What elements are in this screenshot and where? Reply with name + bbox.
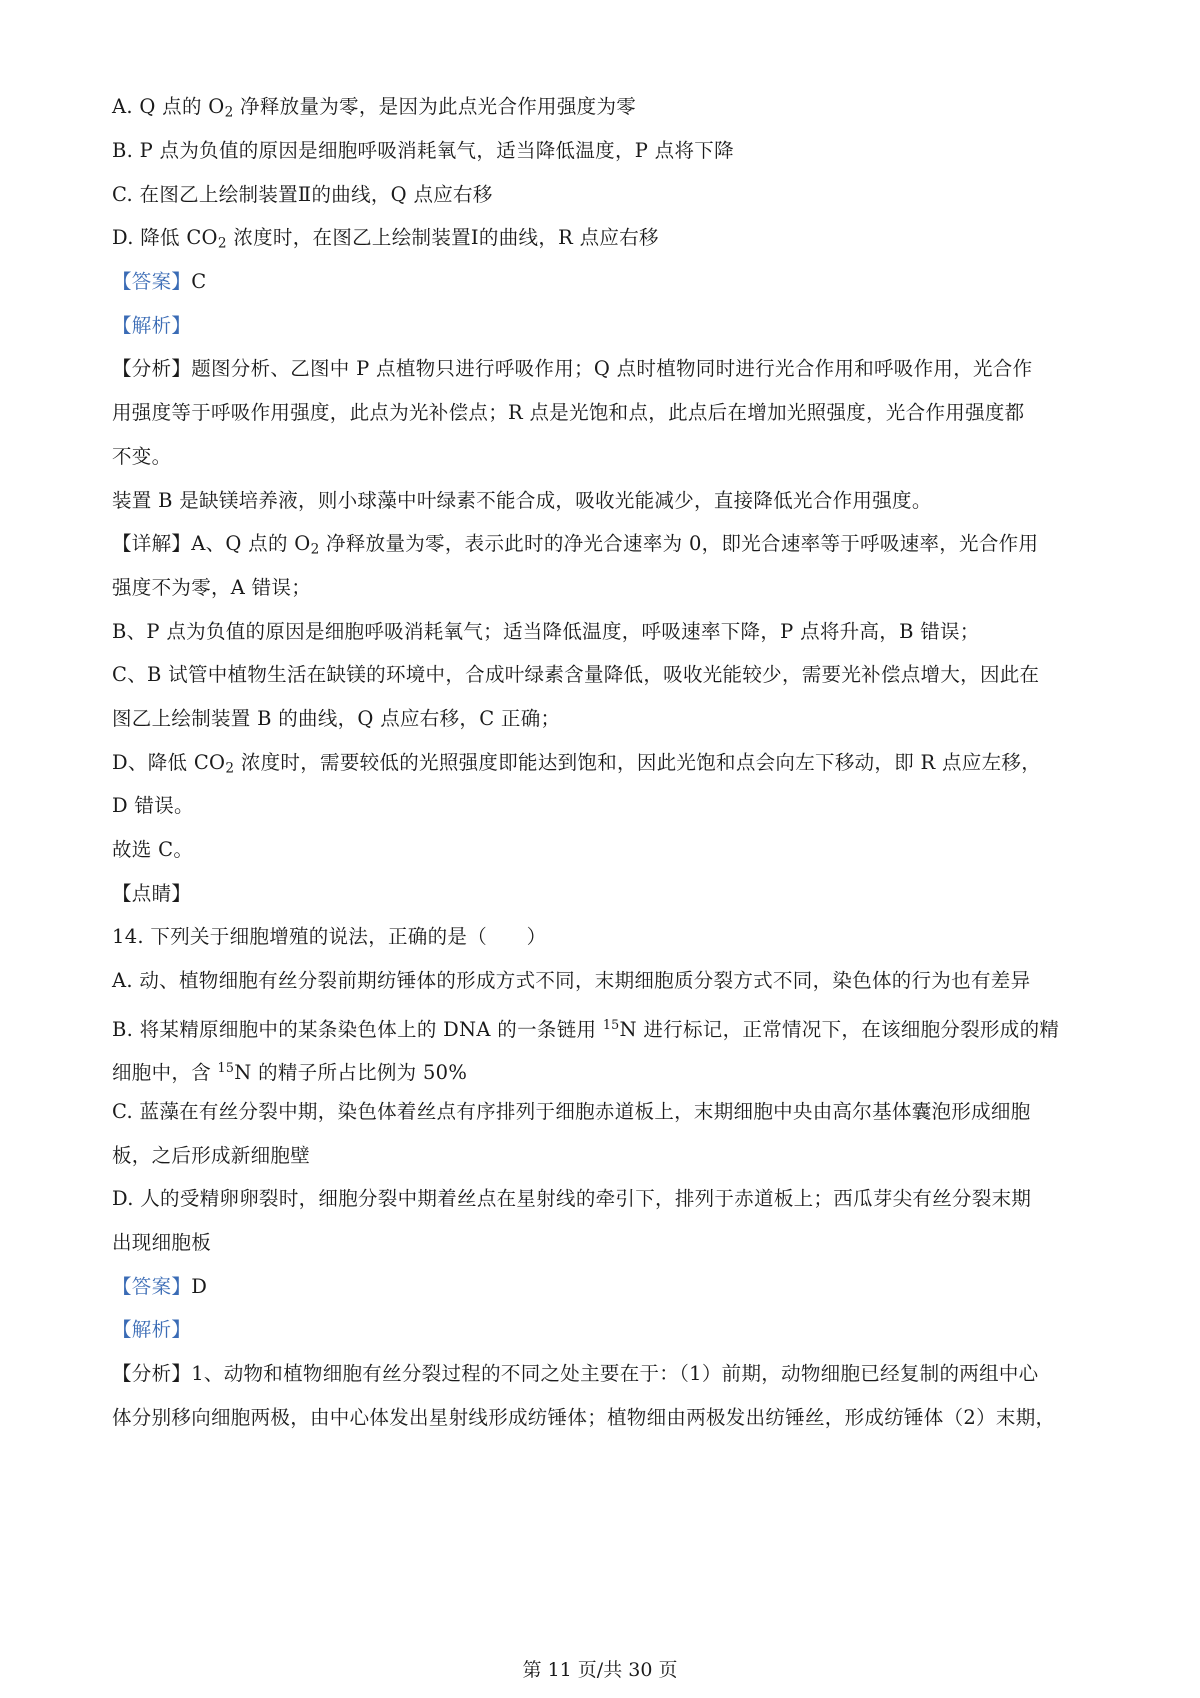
subscript: 2 xyxy=(310,541,320,558)
q14-option-b xyxy=(112,1011,1097,1044)
xiangjie-line: D 错误。 xyxy=(112,794,194,817)
fenxi-tag: 【分析】 xyxy=(112,1362,192,1385)
xiangjie-line: C、B 试管中植物生活在缺镁的环境中，合成叶绿素含量降低，吸收光能较少，需要光补偿点增大，因此在 xyxy=(112,663,1040,686)
answer-line xyxy=(112,268,1097,296)
xiangjie-line xyxy=(112,749,1097,782)
option-a-text: A. Q 点的 O xyxy=(112,95,225,118)
option-c: C. 在图乙上绘制装置Ⅱ的曲线，Q 点应右移 xyxy=(112,183,493,206)
q14-option-c: C. 蓝藻在有丝分裂中期，染色体着丝点有序排列于细胞赤道板上，末期细胞中央由高尔基体囊泡形成细胞 xyxy=(112,1100,1031,1123)
option-d-text: D. 降低 CO xyxy=(112,226,218,249)
answer-tag: 【答案】 xyxy=(112,270,192,293)
xiangjie-line: B、P 点为负值的原因是细胞呼吸消耗氧气；适当降低温度，呼吸速率下降，P 点将升高，B 错误； xyxy=(112,620,980,643)
answer-value: D xyxy=(191,1275,208,1298)
xiangjie-line xyxy=(112,530,1097,563)
q14-option-c-cont: 板，之后形成新细胞壁 xyxy=(112,1144,311,1167)
fenxi-paragraph-line xyxy=(112,355,1097,383)
subscript: 2 xyxy=(217,235,227,252)
q14-answer-line xyxy=(112,1273,1097,1301)
xiangjie-text: A、Q 点的 O xyxy=(191,532,311,555)
q14-option-b-text-rest: N 进行标记，正常情况下，在该细胞分裂形成的精 xyxy=(619,1017,1060,1041)
fenxi-text: 1、动物和植物细胞有丝分裂过程的不同之处主要在于：（1）前期，动物细胞已经复制的两组中心 xyxy=(191,1362,1039,1385)
option-a xyxy=(112,93,1097,126)
answer-value: C xyxy=(191,270,207,293)
fenxi-paragraph-line: 不变。 xyxy=(112,445,172,468)
analysis-heading xyxy=(112,312,1097,340)
q14-fenxi-line: 体分别移向细胞两极，由中心体发出星射线形成纺锤体；植物细由两极发出纺锤丝，形成纺锤体（2）末期， xyxy=(112,1406,1056,1429)
fenxi-text: 题图分析、乙图中 P 点植物只进行呼吸作用；Q 点时植物同时进行光合作用和呼吸作用，光合作 xyxy=(191,357,1033,380)
xiangjie-text-rest: 净释放量为零，表示此时的净光合速率为 0，即光合速率等于呼吸速率，光合作用 xyxy=(319,532,1039,555)
analysis-tag: 【解析】 xyxy=(112,1318,192,1341)
subscript: 2 xyxy=(225,760,235,777)
option-a-text-rest: 净释放量为零，是因为此点光合作用强度为零 xyxy=(233,95,637,118)
analysis-tag: 【解析】 xyxy=(112,314,192,337)
xiangjie-text-rest: 浓度时，需要较低的光照强度即能达到饱和，因此光饱和点会向左下移动，即 R 点应左移， xyxy=(234,751,1042,774)
superscript: 15 xyxy=(602,1017,620,1032)
fenxi-tag: 【分析】 xyxy=(112,357,192,380)
q14-option-d-cont: 出现细胞板 xyxy=(112,1231,212,1254)
fenxi-paragraph-line: 用强度等于呼吸作用强度，此点为光补偿点；R 点是光饱和点，此点后在增加光照强度，光合作用强度都 xyxy=(112,401,1025,424)
xiangjie-text: D、降低 CO xyxy=(112,751,226,774)
fenxi-paragraph-line: 装置 B 是缺镁培养液，则小球藻中叶绿素不能合成，吸收光能减少，直接降低光合作用强度。 xyxy=(112,489,932,512)
option-d xyxy=(112,224,1097,257)
page-footer: 第 11 页/共 30 页 xyxy=(522,1659,678,1681)
conclusion-line: 故选 C。 xyxy=(112,838,194,861)
q14-option-b-text: 细胞中，含 xyxy=(112,1060,218,1084)
q14-option-b-text: B. 将某精原细胞中的某条染色体上的 DNA 的一条链用 xyxy=(112,1017,603,1041)
question-14-stem: 14. 下列关于细胞增殖的说法，正确的是（ ） xyxy=(112,925,547,948)
q14-option-d: D. 人的受精卵卵裂时，细胞分裂中期着丝点在星射线的牵引下，排列于赤道板上；西瓜芽尖有丝分裂末期 xyxy=(112,1187,1032,1210)
dianjing-heading: 【点睛】 xyxy=(112,882,192,905)
q14-analysis-heading xyxy=(112,1316,1097,1344)
xiangjie-line: 强度不为零，A 错误； xyxy=(112,576,312,599)
subscript: 2 xyxy=(224,104,234,121)
q14-option-a: A. 动、植物细胞有丝分裂前期纺锤体的形成方式不同，末期细胞质分裂方式不同，染色体的行为也有差异 xyxy=(112,969,1031,992)
xiangjie-tag: 【详解】 xyxy=(112,532,192,555)
q14-option-b-text-rest: N 的精子所占比例为 50% xyxy=(234,1060,468,1084)
option-b: B. P 点为负值的原因是细胞呼吸消耗氧气，适当降低温度，P 点将下降 xyxy=(112,139,734,162)
q14-fenxi-line xyxy=(112,1360,1097,1388)
option-d-text-rest: 浓度时，在图乙上绘制装置Ⅰ的曲线，R 点应右移 xyxy=(226,226,659,249)
answer-tag: 【答案】 xyxy=(112,1275,192,1298)
q14-option-b-cont xyxy=(112,1054,1097,1087)
superscript: 15 xyxy=(217,1060,235,1075)
xiangjie-line: 图乙上绘制装置 B 的曲线，Q 点应右移，C 正确； xyxy=(112,707,561,730)
